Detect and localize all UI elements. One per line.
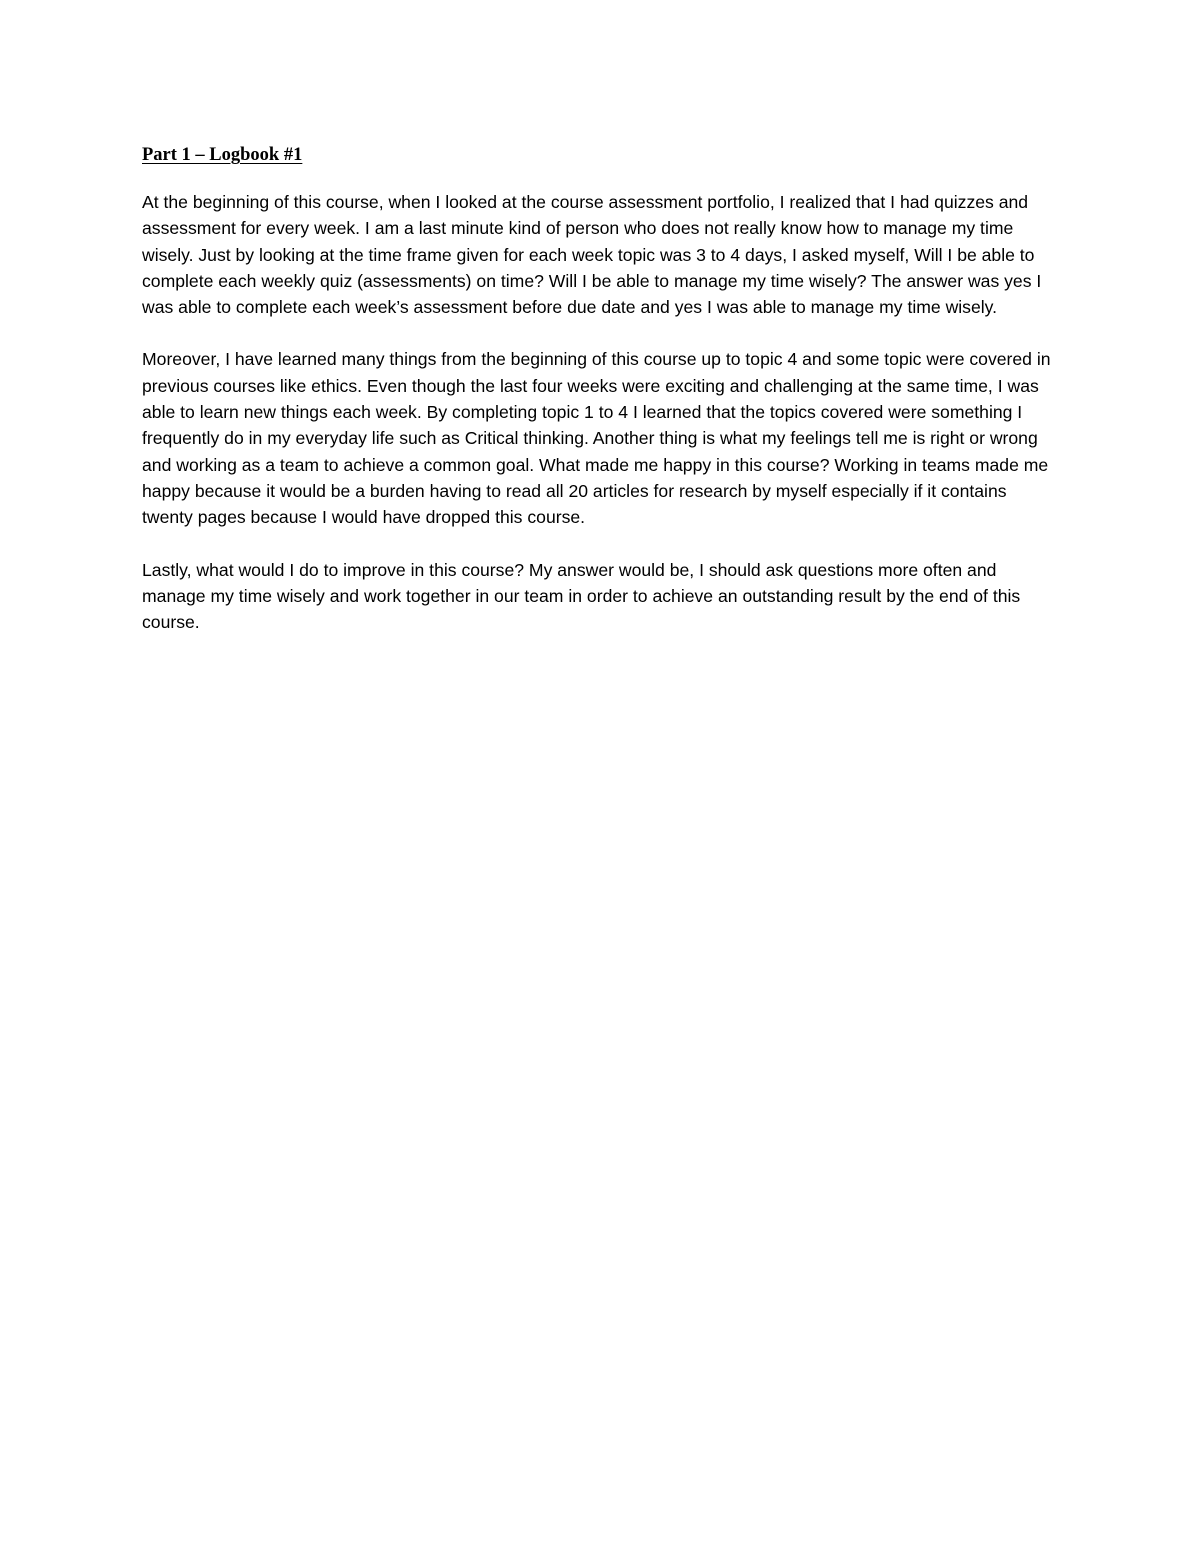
paragraph-3: Lastly, what would I do to improve in this course? My answer would be, I should ask questions more often and manage my time wisely and work together in our team in order to achieve an outstanding result by the end of this course. bbox=[142, 559, 1021, 633]
paragraph-1: At the beginning of this course, when I looked at the course assessment portfolio, I realized that I had quizzes and assessment for every week. I am a last minute kind of person who does not really know how to manage my time wisely. Just by looking at the time frame given for each week topic was 3 to 4 days, I asked myself, Will I be able to complete each weekly quiz (assessments) on time? Will I be able to manage my time wisely? The answer was yes I was able to complete each week’s assessment before due date and yes I was able to manage my time wisely. bbox=[142, 192, 1042, 318]
paragraph-2: Moreover, I have learned many things from the beginning of this course up to topic 4 and some topic were covered in previous courses like ethics. Even though the last four weeks were exciting and challenging at the same time, I was able to learn new things each week. By completing topic 1 to 4 I learned that the topics covered were something I frequently do in my everyday life such as Critical thinking. Another thing is what my feelings tell me is right or wrong and working as a team to achieve a common goal. What made me happy in this course? Working in teams made me happy because it would be a burden having to read all 20 articles for research by myself especially if it contains twenty pages because I would have dropped this course. bbox=[142, 349, 1051, 528]
document-body bbox=[142, 142, 1057, 661]
document-heading: Part 1 – Logbook #1 bbox=[142, 145, 303, 165]
